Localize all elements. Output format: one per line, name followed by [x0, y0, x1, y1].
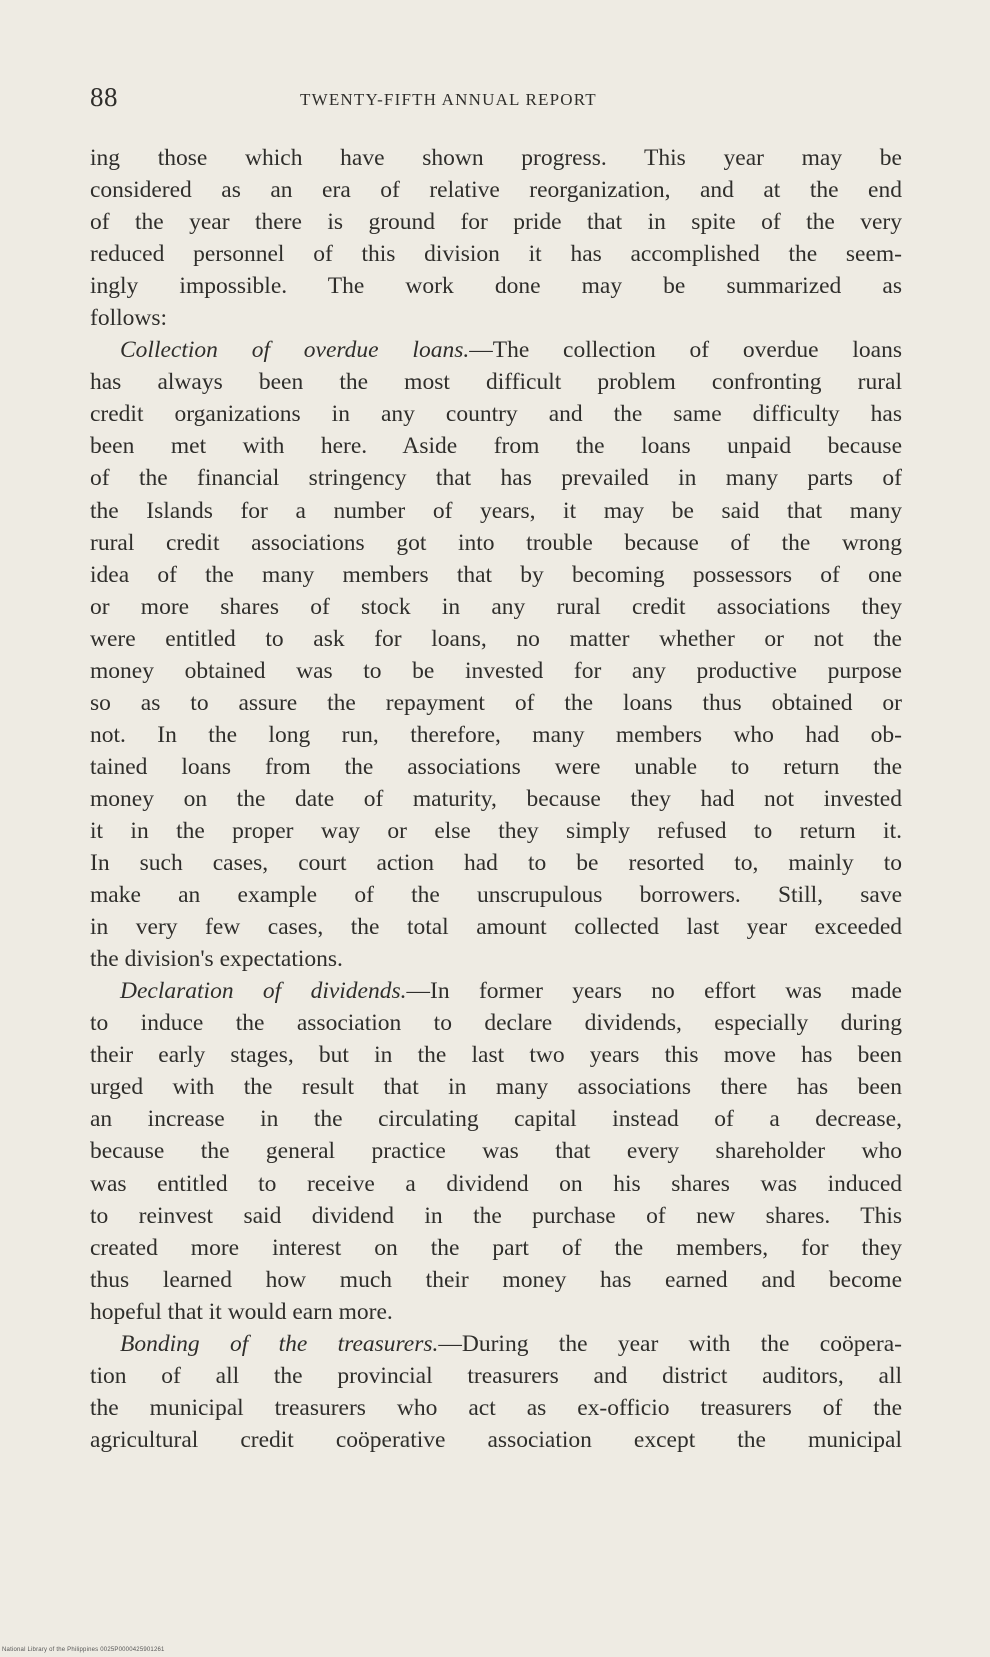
text-line: in very few cases, the total amount collected last year exceeded: [90, 914, 902, 941]
section-first-line: Bonding of the treasurers.—During the year with the coöpera-: [120, 1330, 902, 1357]
text-line: the municipal treasurers who act as ex-officio treasurers of the: [90, 1394, 902, 1421]
text-line: tained loans from the associations were unable to return the: [90, 753, 902, 780]
text-line: because the general practice was that every shareholder who: [90, 1138, 902, 1165]
section-first-line: Declaration of dividends.—In former years no effort was made: [120, 978, 902, 1005]
text-line: the Islands for a number of years, it may be said that many: [90, 497, 902, 524]
text-line: an increase in the circulating capital instead of a decrease,: [90, 1106, 902, 1133]
text-line: created more interest on the part of the members, for they: [90, 1234, 902, 1261]
text-line: of the financial stringency that has prevailed in many parts of: [90, 465, 902, 492]
text-line: or more shares of stock in any rural credit associations they: [90, 593, 902, 620]
footer-credit: National Library of the Philippines 0025P0000425901261: [2, 1647, 165, 1653]
text-line: ingly impossible. The work done may be summarized as: [90, 273, 902, 300]
text-line: was entitled to receive a dividend on his shares was induced: [90, 1170, 902, 1197]
text-line: follows:: [90, 305, 168, 332]
text-line: rural credit associations got into trouble because of the wrong: [90, 529, 902, 556]
text-line: so as to assure the repayment of the loans thus obtained or: [90, 689, 902, 716]
running-title: TWENTY-FIFTH ANNUAL REPORT: [300, 90, 597, 109]
text-line: reduced personnel of this division it has accomplished the seem-: [90, 241, 902, 268]
page-header: [90, 82, 905, 122]
section-heading: Declaration of dividends.: [120, 978, 407, 1005]
text-line: agricultural credit coöperative association except the municipal: [90, 1426, 902, 1453]
section-first-line: Collection of overdue loans.—The collection of overdue loans: [120, 337, 903, 364]
text-line: to reinvest said dividend in the purchase of new shares. This: [90, 1202, 902, 1229]
text-line: urged with the result that in many associations there has been: [90, 1074, 902, 1101]
text-line: hopeful that it would earn more.: [90, 1298, 393, 1325]
text-line: idea of the many members that by becoming possessors of one: [90, 561, 902, 588]
body-text: [90, 142, 902, 1456]
text-line: been met with here. Aside from the loans unpaid because: [90, 433, 902, 460]
text-line: of the year there is ground for pride that in spite of the very: [90, 209, 902, 236]
text-line: considered as an era of relative reorganization, and at the end: [90, 177, 902, 204]
text-line: money on the date of maturity, because they had not invested: [90, 785, 902, 812]
section-heading: Collection of overdue loans.: [120, 337, 470, 364]
text-line: to induce the association to declare dividends, especially during: [90, 1010, 902, 1037]
text-line: thus learned how much their money has earned and become: [90, 1266, 902, 1293]
text-line: In such cases, court action had to be resorted to, mainly to: [90, 850, 902, 877]
text-line: has always been the most difficult problem confronting rural: [90, 369, 902, 396]
text-line: were entitled to ask for loans, no matter whether or not the: [90, 625, 902, 652]
section-heading: Bonding of the treasurers.: [120, 1330, 439, 1357]
text-line: ing those which have shown progress. This year may be: [90, 145, 902, 171]
text-line: tion of all the provincial treasurers and district auditors, all: [90, 1362, 902, 1389]
text-line: credit organizations in any country and the same difficulty has: [90, 401, 902, 428]
text-line: not. In the long run, therefore, many members who had ob-: [90, 721, 902, 748]
text-line: the division's expectations.: [90, 946, 343, 973]
text-line: their early stages, but in the last two years this move has been: [90, 1042, 902, 1069]
page-number: 88: [90, 82, 118, 112]
text-line: make an example of the unscrupulous borrowers. Still, save: [90, 882, 902, 909]
text-line: it in the proper way or else they simply refused to return it.: [90, 817, 902, 844]
text-line: money obtained was to be invested for any productive purpose: [90, 657, 902, 684]
